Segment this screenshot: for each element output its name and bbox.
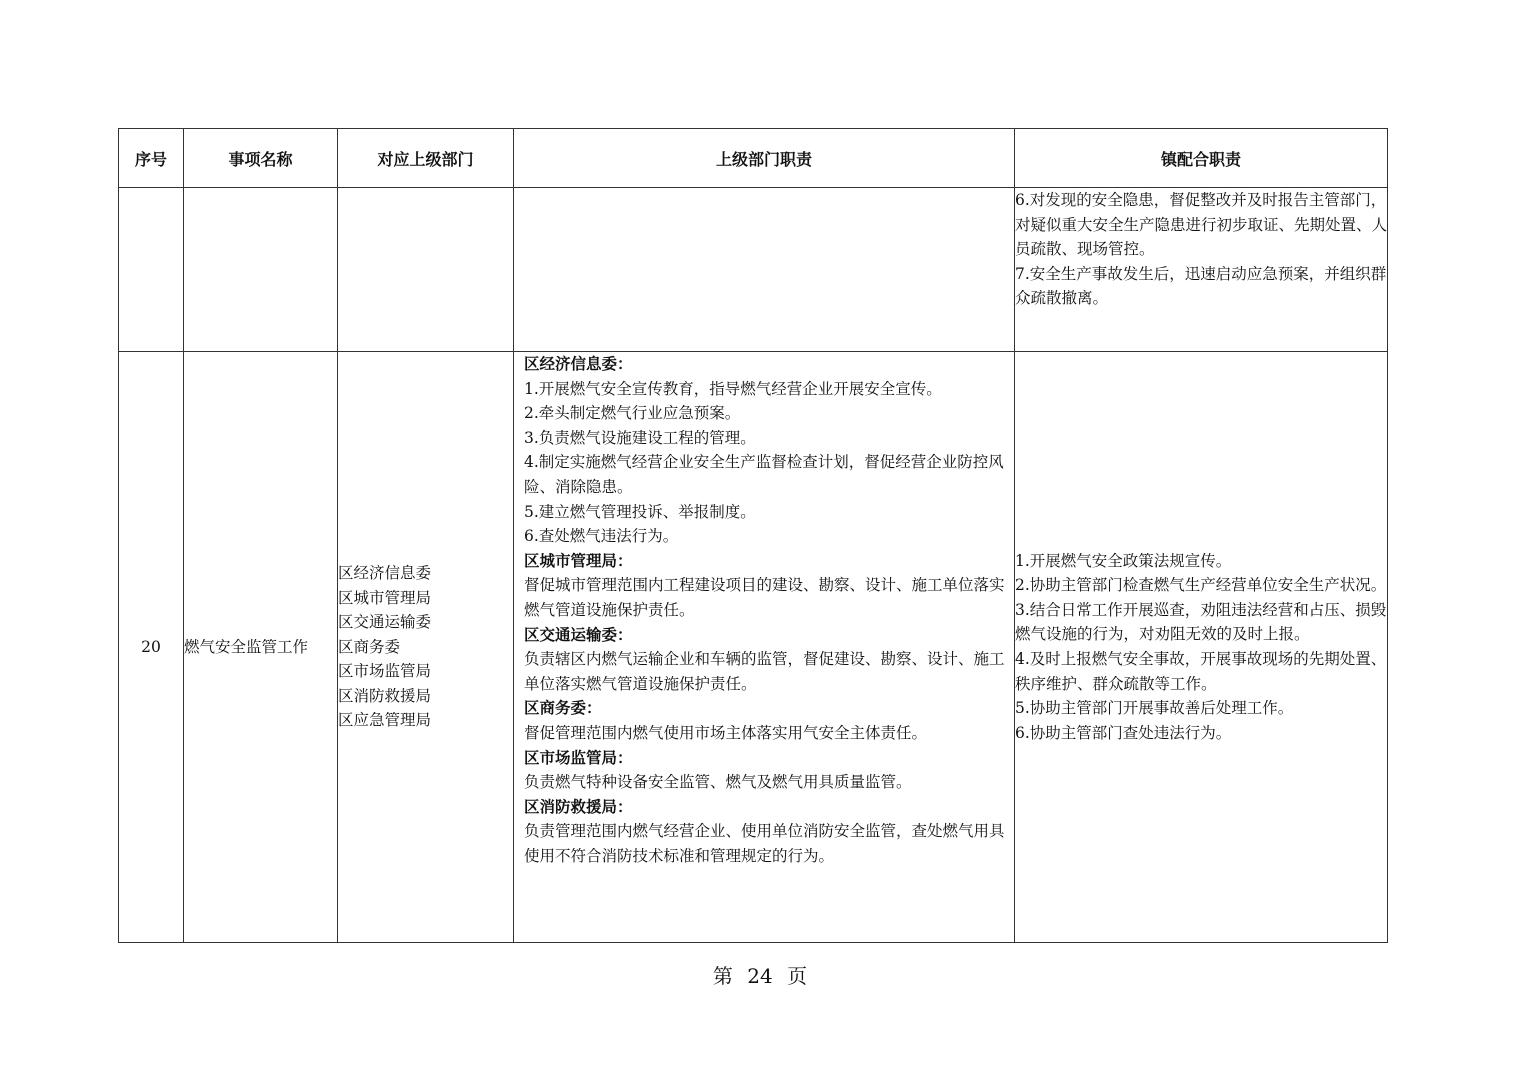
- town-duty-line: 4.及时上报燃气安全事故，开展事故现场的先期处置、秩序维护、群众疏散等工作。: [1015, 650, 1387, 693]
- department-item: 区应急管理局: [338, 711, 432, 730]
- header-item-name: 事项名称: [184, 129, 338, 188]
- item-name: 燃气安全监管工作: [184, 352, 338, 943]
- town-duty-line: 3.结合日常工作开展巡查，劝阻违法经营和占压、损毁燃气设施的行为，对劝阻无效的及时上报。: [1015, 600, 1387, 644]
- footer-suffix: 页: [787, 964, 808, 988]
- dept-heading: 区城市管理局：: [524, 551, 633, 570]
- town-duty-line: 1.开展燃气安全政策法规宣传。: [1015, 551, 1232, 570]
- department-item: 区市场监管局: [338, 662, 432, 681]
- duty-line: 督促城市管理范围内工程建设项目的建设、勘察、设计、施工单位落实燃气管道设施保护责任。: [524, 576, 1005, 619]
- table-row-20: [119, 352, 1388, 943]
- dept-heading: 区消防救援局：: [524, 797, 633, 816]
- superior-duties-cell: [514, 352, 1015, 943]
- header-town-duties: 镇配合职责: [1015, 129, 1388, 188]
- department-item: 区消防救援局: [338, 686, 432, 705]
- duty-line: 3.负责燃气设施建设工程的管理。: [524, 428, 756, 447]
- duty-line: 4.制定实施燃气经营企业安全生产监督检查计划，督促经营企业防控风险、消除隐患。: [524, 453, 1004, 496]
- dept-heading: 区经济信息委：: [524, 355, 633, 373]
- town-duty-line: 6.协助主管部门查处违法行为。: [1015, 723, 1232, 742]
- header-superior-department: 对应上级部门: [338, 129, 514, 188]
- town-duties-cell: [1015, 352, 1388, 943]
- duty-line: 负责管理范围内燃气经营企业、使用单位消防安全监管，查处燃气用具使用不符合消防技术标准和管理规定的行为。: [524, 822, 1005, 865]
- town-duty-line: 7.安全生产事故发生后，迅速启动应急预案，并组织群众疏散撤离。: [1015, 264, 1387, 308]
- continuation-department-cell: [338, 188, 514, 352]
- continuation-item-cell: [184, 188, 338, 352]
- duty-line: 负责燃气特种设备安全监管、燃气及燃气用具质量监管。: [524, 773, 912, 792]
- town-duty-line: 5.协助主管部门开展事故善后处理工作。: [1015, 699, 1294, 718]
- page-footer: [0, 960, 1520, 989]
- footer-prefix: 第: [712, 964, 733, 988]
- department-item: 区商务委: [338, 637, 401, 656]
- header-number: 序号: [119, 129, 184, 188]
- town-duty-line: 6.对发现的安全隐患，督促整改并及时报告主管部门，对疑似重大安全生产隐患进行初步取证、先期处置、人员疏散、现场管控。: [1015, 191, 1388, 259]
- duty-line: 1.开展燃气安全宣传教育，指导燃气经营企业开展安全宣传。: [524, 379, 942, 398]
- table-row-continuation: [119, 188, 1388, 352]
- department-item: 区城市管理局: [338, 588, 432, 607]
- dept-heading: 区交通运输委：: [524, 625, 633, 644]
- duty-line: 6.查处燃气违法行为。: [524, 527, 679, 546]
- duty-line: 2.牵头制定燃气行业应急预案。: [524, 404, 741, 423]
- continuation-town-duties-cell: [1015, 188, 1388, 352]
- row-number: 20: [119, 352, 184, 943]
- department-list: [338, 352, 514, 943]
- responsibility-table: [118, 128, 1388, 943]
- page-number: 24: [747, 964, 773, 988]
- header-row: [119, 129, 1388, 188]
- dept-heading: 区商务委：: [524, 699, 602, 718]
- dept-heading: 区市场监管局：: [524, 748, 633, 767]
- duty-line: 督促管理范围内燃气使用市场主体落实用气安全主体责任。: [524, 723, 928, 742]
- continuation-number-cell: [119, 188, 184, 352]
- department-item: 区经济信息委: [338, 563, 432, 582]
- continuation-superior-cell: [514, 188, 1015, 352]
- duty-line: 负责辖区内燃气运输企业和车辆的监管，督促建设、勘察、设计、施工单位落实燃气管道设施保护责任。: [524, 650, 1005, 693]
- department-item: 区交通运输委: [338, 613, 432, 632]
- duty-line: 5.建立燃气管理投诉、举报制度。: [524, 502, 756, 521]
- header-superior-duties: 上级部门职责: [514, 129, 1015, 188]
- town-duty-line: 2.协助主管部门检查燃气生产经营单位安全生产状况。: [1015, 576, 1387, 595]
